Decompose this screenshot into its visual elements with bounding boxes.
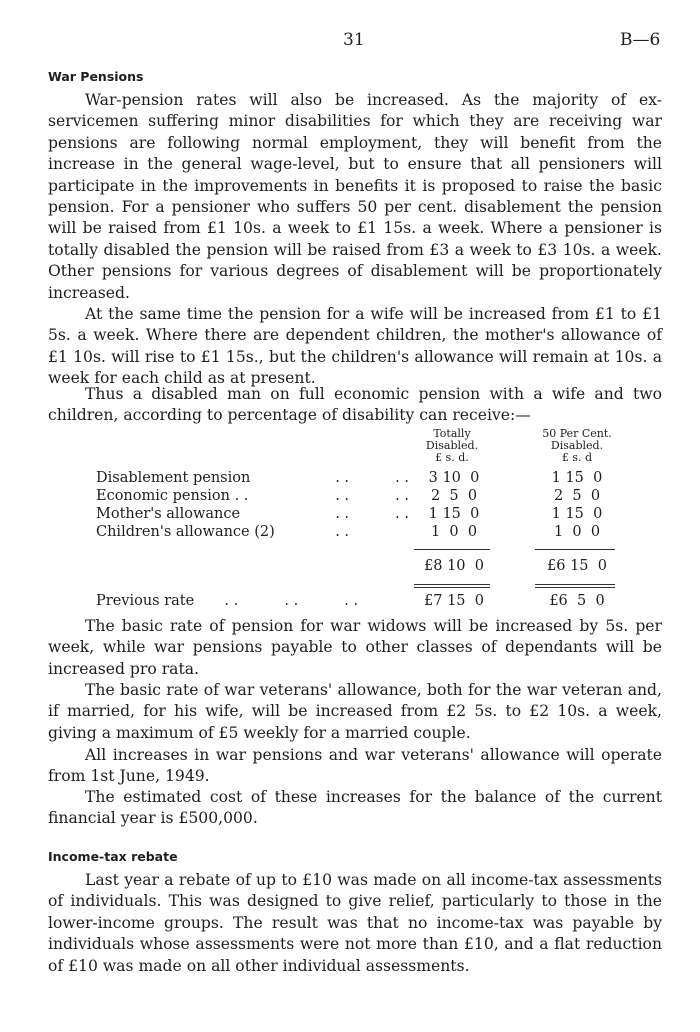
paragraph: Thus a disabled man on full economic pension with a wife and two children, according to percentage of disability can receive:—: [48, 385, 662, 425]
page-reference: B—6: [620, 30, 661, 50]
paragraph: The basic rate of war veterans' allowance, both for the war veteran and, if married, for his wife, will be increased from £2 5s. to £2 10s. a week, giving a maximum of £5 weekly for a married couple.: [48, 681, 662, 742]
total-rule: [535, 584, 615, 585]
table-row: [96, 470, 676, 487]
cell-50-percent: 2 5 0: [553, 488, 601, 504]
col-a-heading: Totally: [433, 427, 471, 440]
cell-50-percent: 1 15 0: [551, 506, 603, 522]
subtotal-rule: [535, 549, 615, 550]
paragraph: All increases in war pensions and war veterans' allowance will operate from 1st June, 1949.: [48, 746, 662, 786]
paragraph: The basic rate of pension for war widows will be increased by 5s. per week, while war pensions payable to other classes of dependants will be increased pro rata.: [48, 617, 662, 678]
row-label: Economic pension . .: [96, 488, 249, 504]
paragraph: Last year a rebate of up to £10 was made on all income-tax assessments of individuals. This was designed to give relief, particularly to those in the lower-income groups. The result was that no income-tax was payable by individuals whose assessments were not more than £10, and a flat reduction of £10 was made on all other individual assessments.: [48, 871, 662, 975]
section-heading-war-pensions: War Pensions: [48, 69, 144, 84]
subtotal-rule: [414, 549, 490, 550]
cell-totally-disabled: 1 0 0: [430, 524, 478, 540]
total-50-percent: £6 15 0: [547, 558, 607, 574]
cell-totally-disabled: 3 10 0: [428, 470, 480, 486]
leader-dots: . . . .: [326, 470, 409, 486]
total-totally-disabled: £8 10 0: [424, 558, 484, 574]
leader-dots: . . . .: [326, 506, 409, 522]
cell-50-percent: 1 15 0: [551, 470, 603, 486]
section-heading-income-tax: Income-tax rebate: [48, 849, 178, 864]
leader-dots: . . . .: [326, 488, 409, 504]
col-a-heading: Disabled.: [425, 439, 479, 452]
col-b-heading: Disabled.: [550, 439, 604, 452]
total-rule: [535, 587, 615, 588]
row-label: Children's allowance (2): [96, 524, 275, 540]
row-label: Previous rate: [96, 593, 195, 609]
cell-50-percent: 1 0 0: [553, 524, 601, 540]
col-b-heading: 50 Per Cent.: [542, 427, 612, 440]
leader-dots: . . . . . .: [206, 593, 359, 609]
row-label: Mother's allowance: [96, 506, 241, 522]
total-rule: [414, 587, 490, 588]
paragraph: War-pension rates will also be increased. As the majority of ex-servicemen suffering minor disabilities for which they are receiving war pensions are following normal employment, they will benefit from the increase in the general wage-level, but to ensure that all pensioners will participate in the improvements in benefits it is proposed to raise the basic pension. For a pensioner who suffers 50 per cent. disablement the pension will be raised from £1 10s. a week to £1 15s. a week. Where a pensioner is totally disabled the pension will be raised from £3 a week to £3 10s. a week. Other pensions for various degrees of disablement will be proportionately increased.: [48, 91, 662, 302]
leader-dots: . .: [326, 524, 350, 540]
previous-totally-disabled: £7 15 0: [424, 593, 484, 609]
table-row: [96, 506, 676, 523]
table-row-total: [96, 558, 676, 575]
col-b-units: £ s. d: [561, 451, 593, 464]
row-label: Disablement pension: [96, 470, 251, 486]
table-row: [96, 488, 676, 505]
table-row-previous: [96, 593, 676, 610]
total-rule: [414, 584, 490, 585]
table-row: [96, 524, 676, 541]
page-number: 31: [343, 30, 365, 50]
paragraph: The estimated cost of these increases for the balance of the current financial year is £500,000.: [48, 788, 662, 828]
previous-50-percent: £6 5 0: [549, 593, 605, 609]
paragraph: At the same time the pension for a wife will be increased from £1 to £1 5s. a week. Where there are dependent children, the mother's allowance of £1 10s. will rise to £1 15s., but the children's allowance will remain at 10s. a week for each child as at present.: [48, 305, 662, 388]
col-a-units: £ s. d.: [435, 451, 469, 464]
cell-totally-disabled: 2 5 0: [430, 488, 478, 504]
cell-totally-disabled: 1 15 0: [428, 506, 480, 522]
